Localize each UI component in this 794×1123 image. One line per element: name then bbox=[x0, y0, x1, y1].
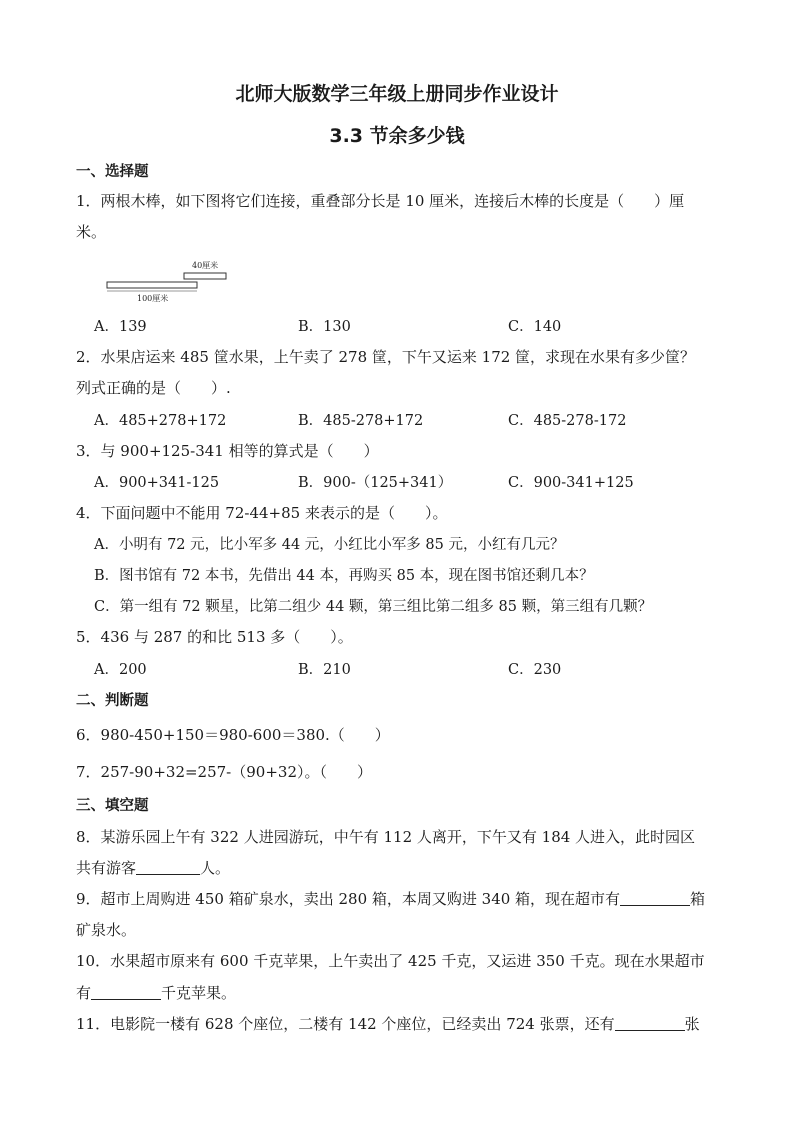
q3-text-line1: 3．与 900+125-341 相等的算式是（ ） bbox=[76, 442, 379, 460]
q10-text-after-blank: 千克苹果。 bbox=[161, 984, 237, 1002]
figure-bottom-label: 100厘米 bbox=[137, 294, 169, 303]
q1-option-a: A．139 bbox=[94, 319, 147, 335]
long-stick bbox=[107, 282, 197, 288]
q10-text-line2 bbox=[76, 982, 236, 1003]
page-title: 北师大版数学三年级上册同步作业设计 bbox=[235, 83, 559, 105]
q10-answer-blank[interactable] bbox=[91, 985, 161, 1000]
q5-text-line1: 5．436 与 287 的和比 513 多（ ）。 bbox=[76, 628, 353, 646]
q2-option-b: B．485-278+172 bbox=[298, 413, 424, 429]
q4-text-line1: 4．下面问题中不能用 72-44+85 来表示的是（ ）。 bbox=[76, 504, 448, 522]
q8-text-after-blank: 人。 bbox=[200, 859, 231, 877]
q5-option-b: B．210 bbox=[298, 662, 351, 678]
q10-text-before-blank: 有 bbox=[76, 984, 92, 1002]
q4-option-a: A．小明有 72 元，比小军多 44 元，小红比小军多 85 元，小红有几元？ bbox=[94, 537, 565, 553]
q10-text-line1: 10．水果超市原来有 600 千克苹果，上午卖出了 425 千克，又运进 350 千克。现在水果超市 bbox=[76, 952, 705, 970]
q1-text-line1: 1．两根木棒，如下图将它们连接，重叠部分长是 10 厘米，连接后木棒的长度是（ ）厘 bbox=[76, 192, 685, 210]
q11-text-line1 bbox=[76, 1013, 700, 1034]
q5-option-c: C．230 bbox=[508, 662, 562, 678]
q8-answer-blank[interactable] bbox=[136, 860, 200, 875]
q1-option-c: C．140 bbox=[508, 319, 562, 335]
q2-option-a: A．485+278+172 bbox=[94, 413, 227, 429]
short-stick bbox=[184, 273, 226, 279]
q9-answer-blank[interactable] bbox=[620, 891, 690, 906]
section-choice: 一、选择题 bbox=[76, 164, 149, 180]
q2-text-line1: 2．水果店运来 485 筐水果，上午卖了 278 筐，下午又运来 172 筐，求现在水果有多少筐？ bbox=[76, 348, 696, 366]
q4-option-b: B．图书馆有 72 本书，先借出 44 本，再购买 85 本，现在图书馆还剩几本？ bbox=[94, 568, 594, 584]
q9-text-line2: 矿泉水。 bbox=[76, 921, 137, 939]
q2-text-line2: 列式正确的是（ ）. bbox=[76, 379, 231, 397]
q11-text-after-blank: 张 bbox=[684, 1015, 700, 1033]
q11-answer-blank[interactable] bbox=[615, 1016, 685, 1031]
q11-text-before-blank: 11．电影院一楼有 628 个座位，二楼有 142 个座位，已经卖出 724 张票，还有 bbox=[76, 1015, 615, 1033]
page-subtitle: 3.3 节余多少钱 bbox=[329, 125, 465, 147]
q9-text-after-blank: 箱 bbox=[690, 890, 706, 908]
q5-option-a: A．200 bbox=[94, 662, 147, 678]
q8-text-line2 bbox=[76, 857, 230, 878]
q9-text-before-blank: 9．超市上周购进 450 箱矿泉水，卖出 280 箱，本周又购进 340 箱，现在超市有 bbox=[76, 890, 621, 908]
figure-top-label: 40厘米 bbox=[192, 261, 219, 270]
q8-text-before-blank: 共有游客 bbox=[76, 859, 137, 877]
q7-text-line1: 7．257-90+32=257-（90+32）。（ ） bbox=[76, 763, 372, 781]
q3-option-c: C．900-341+125 bbox=[508, 475, 634, 491]
sticks-figure bbox=[104, 258, 234, 304]
q9-text-line1 bbox=[76, 888, 705, 909]
section-judge: 二、判断题 bbox=[76, 693, 149, 709]
q2-option-c: C．485-278-172 bbox=[508, 413, 627, 429]
section-fill: 三、填空题 bbox=[76, 798, 149, 814]
q3-option-a: A．900+341-125 bbox=[94, 475, 220, 491]
q3-option-b: B．900-（125+341） bbox=[298, 475, 453, 491]
q4-option-c: C．第一组有 72 颗星，比第二组少 44 颗，第三组比第二组多 85 颗，第三组有几颗？ bbox=[94, 599, 653, 615]
q6-text-line1: 6．980-450+150＝980-600＝380.（ ） bbox=[76, 726, 390, 744]
q1-option-b: B．130 bbox=[298, 319, 351, 335]
q8-text-line1: 8．某游乐园上午有 322 人进园游玩，中午有 112 人离开，下午又有 184 人进入，此时园区 bbox=[76, 828, 696, 846]
q1-text-line2: 米。 bbox=[76, 223, 107, 241]
